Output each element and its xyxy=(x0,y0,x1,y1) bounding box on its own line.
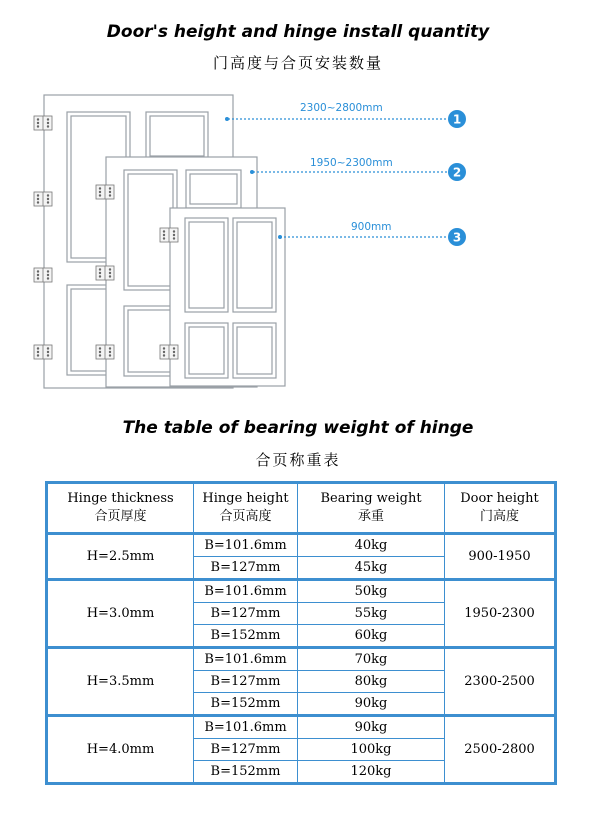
height-cell: B=101.6mm xyxy=(194,716,298,739)
door-2-size: 1950~2300mm xyxy=(310,157,393,169)
height-cell: B=152mm xyxy=(194,625,298,648)
header-hinge-height: Hinge height 合页高度 xyxy=(194,483,298,534)
header-door-height: Door height 门高度 xyxy=(445,483,556,534)
weight-cell: 45kg xyxy=(298,557,445,580)
table-row xyxy=(47,648,556,671)
svg-text:2: 2 xyxy=(452,165,462,180)
weight-cell: 90kg xyxy=(298,693,445,716)
svg-text:1: 1 xyxy=(452,112,462,127)
weight-cell: 90kg xyxy=(298,716,445,739)
door-3-size: 900mm xyxy=(351,221,392,233)
height-cell: B=127mm xyxy=(194,671,298,693)
hinge-weight-table xyxy=(45,481,557,785)
top-title: Door's height and hinge install quantity xyxy=(106,22,490,42)
thickness-cell: H=3.0mm xyxy=(47,580,194,648)
thickness-cell: H=4.0mm xyxy=(47,716,194,784)
header-bearing-weight: Bearing weight 承重 xyxy=(298,483,445,534)
weight-cell: 40kg xyxy=(298,534,445,557)
weight-cell: 120kg xyxy=(298,761,445,784)
door-height-cell: 2300-2500 xyxy=(445,648,556,716)
header-hinge-thickness: Hinge thickness 合页厚度 xyxy=(47,483,194,534)
height-cell: B=127mm xyxy=(194,739,298,761)
table-header-row xyxy=(47,483,556,534)
table-row xyxy=(47,716,556,739)
height-cell: B=101.6mm xyxy=(194,580,298,603)
door-height-cell: 1950-2300 xyxy=(445,580,556,648)
marker-1 xyxy=(448,110,466,128)
height-cell: B=152mm xyxy=(194,693,298,716)
height-cell: B=127mm xyxy=(194,557,298,580)
weight-cell: 100kg xyxy=(298,739,445,761)
door-3 xyxy=(170,208,285,386)
weight-cell: 50kg xyxy=(298,580,445,603)
thickness-cell: H=3.5mm xyxy=(47,648,194,716)
thickness-cell: H=2.5mm xyxy=(47,534,194,580)
top-title-chinese: 门高度与合页安装数量 xyxy=(212,54,383,72)
door-height-cell: 900-1950 xyxy=(445,534,556,580)
door-height-cell: 2500-2800 xyxy=(445,716,556,784)
door-diagram xyxy=(0,80,596,400)
svg-text:3: 3 xyxy=(452,230,462,245)
table-title-chinese: 合页称重表 xyxy=(255,451,341,469)
weight-cell: 60kg xyxy=(298,625,445,648)
height-cell: B=127mm xyxy=(194,603,298,625)
height-cell: B=101.6mm xyxy=(194,648,298,671)
table-title: The table of bearing weight of hinge xyxy=(122,418,474,438)
marker-2 xyxy=(448,163,466,181)
weight-cell: 80kg xyxy=(298,671,445,693)
height-cell: B=152mm xyxy=(194,761,298,784)
weight-cell: 70kg xyxy=(298,648,445,671)
marker-3 xyxy=(448,228,466,246)
door-1-size: 2300~2800mm xyxy=(300,102,383,114)
table-row xyxy=(47,580,556,603)
weight-cell: 55kg xyxy=(298,603,445,625)
table-row xyxy=(47,534,556,557)
height-cell: B=101.6mm xyxy=(194,534,298,557)
